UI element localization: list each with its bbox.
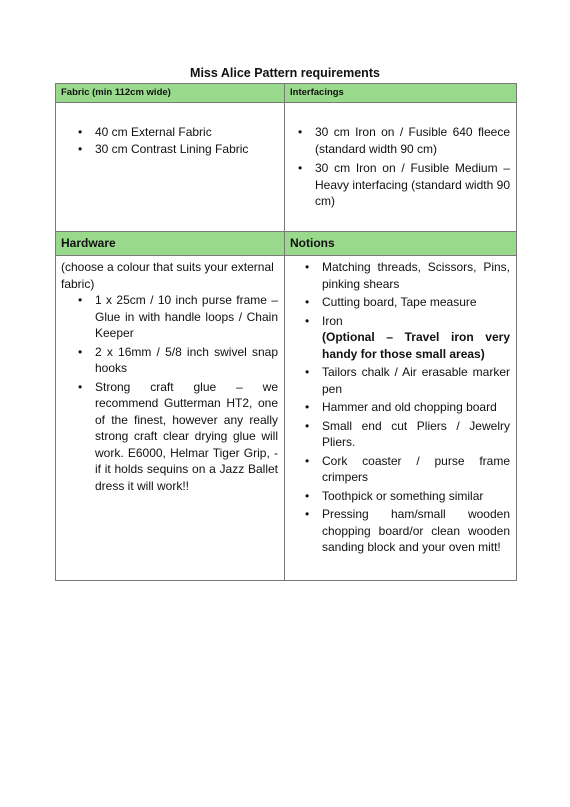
- table-header-row: [56, 232, 517, 256]
- hardware-list: [78, 292, 284, 494]
- notions-header: Notions: [285, 232, 517, 256]
- hardware-header: Hardware: [56, 232, 285, 256]
- list-item: • 30 cm Iron on / Fusible Medium – Heavy interfacing (standard width 90 cm): [298, 161, 510, 208]
- table-header-row: [56, 84, 517, 103]
- hardware-cell: [56, 256, 285, 581]
- notions-cell: [285, 256, 517, 581]
- fabric-header: Fabric (min 112cm wide): [56, 84, 285, 103]
- list-item: • 40 cm External Fabric: [78, 125, 212, 139]
- interfacings-cell: [285, 103, 517, 232]
- notions-list: [305, 259, 516, 556]
- list-item: • Cork coaster / purse frame crimpers: [305, 453, 510, 484]
- list-item: • Tailors chalk / Air erasable marker pen: [305, 365, 510, 396]
- fabric-list: [78, 124, 284, 157]
- interfacings-header: Interfacings: [285, 84, 517, 103]
- list-item: • Cutting board, Tape measure: [305, 295, 477, 309]
- list-item: • 30 cm Iron on / Fusible 640 fleece (standard width 90 cm): [298, 125, 510, 156]
- list-item: • Toothpick or something similar: [305, 488, 484, 503]
- list-item: • Matching threads, Scissors, Pins, pinking shears: [305, 260, 510, 291]
- page-title: Miss Alice Pattern requirements: [190, 66, 380, 80]
- list-item: • Strong craft glue – we recommend Gutterman HT2, one of the finest, however any really strong craft clear drying glue will work. E6000, Helmar Tiger Grip, - if it holds sequins on a Jazz Ballet dress it will work!!: [78, 379, 278, 493]
- requirements-table: [55, 83, 517, 581]
- list-item: • Hammer and old chopping board: [305, 400, 497, 414]
- list-item: • 1 x 25cm / 10 inch purse frame – Glue in with handle loops / Chain Keeper: [78, 293, 278, 340]
- iron-note: (Optional – Travel iron very handy for those small areas): [322, 330, 510, 361]
- list-item: • 2 x 16mm / 5/8 inch swivel snap hooks: [78, 344, 278, 375]
- list-item: • 30 cm Contrast Lining Fabric: [78, 141, 249, 156]
- list-item: • Pressing ham/small wooden chopping board/or clean wooden sanding block and your oven mitt!: [305, 507, 510, 554]
- hardware-intro: (choose a colour that suits your external fabric): [61, 260, 274, 291]
- interfacings-list: [298, 124, 516, 210]
- list-item: • Iron (Optional – Travel iron very handy for those small areas): [305, 313, 510, 361]
- fabric-cell: [56, 103, 285, 232]
- table-row: [56, 256, 517, 581]
- table-row: [56, 103, 517, 232]
- list-item: • Small end cut Pliers / Jewelry Pliers.: [305, 418, 510, 449]
